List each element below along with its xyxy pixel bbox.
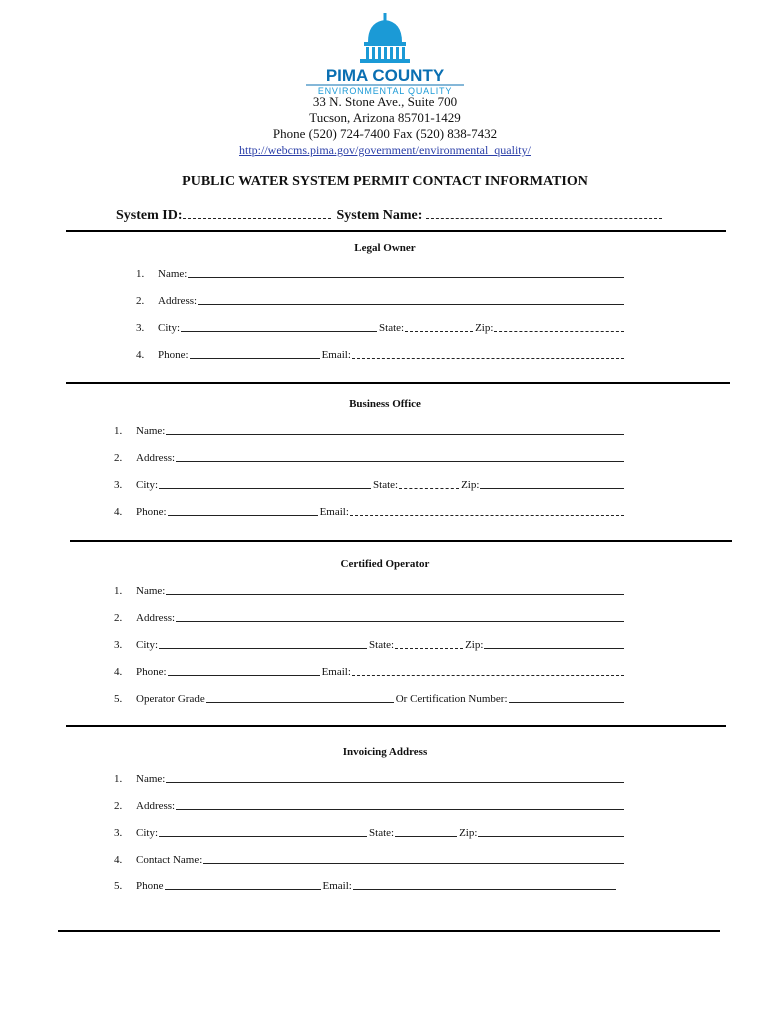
system-row: System ID: System Name:	[116, 206, 662, 224]
system-name-label: System Name	[336, 208, 418, 223]
legal-owner-address-row: 2. Address:	[136, 293, 626, 307]
legal-owner-phone-field[interactable]	[190, 348, 320, 359]
page-bottom-rule	[58, 930, 720, 932]
business-office-address-field[interactable]	[176, 451, 624, 462]
section-title-invoicing-address: Invoicing Address	[342, 746, 428, 758]
invoicing-state-field[interactable]	[395, 826, 457, 837]
legal-owner-name-field[interactable]	[188, 267, 624, 278]
business-office-address-row: 2. Address:	[114, 450, 626, 464]
certified-operator-address-row: 2. Address:	[114, 610, 626, 624]
certified-operator-phone-row: 4. Phone: Email:	[114, 664, 626, 678]
system-id-field[interactable]	[183, 206, 331, 219]
certified-operator-city-row: 3. City: State: Zip:	[114, 637, 626, 651]
invoicing-zip-field[interactable]	[478, 826, 624, 837]
invoicing-city-field[interactable]	[159, 826, 367, 837]
document-title: PUBLIC WATER SYSTEM PERMIT CONTACT INFORMATION	[182, 174, 588, 189]
invoicing-city-row: 3. City: State: Zip:	[114, 825, 626, 839]
pima-county-logo	[300, 8, 470, 96]
logo-name: PIMA COUNTY	[325, 66, 445, 85]
website-row	[0, 142, 770, 158]
legal-owner-phone-row: 4. Phone: Email:	[136, 347, 626, 361]
system-id-label: System ID:	[116, 208, 183, 223]
address-line-2: Tucson, Arizona 85701-1429	[309, 110, 461, 125]
capitol-dome-icon	[300, 8, 470, 96]
invoicing-contact-row: 4. Contact Name:	[114, 852, 626, 866]
invoicing-email-field[interactable]	[353, 879, 616, 890]
section-divider	[66, 725, 726, 727]
business-office-name-row: 1. Name:	[114, 423, 626, 437]
invoicing-name-field[interactable]	[166, 772, 624, 783]
business-office-city-row: 3. City: State: Zip:	[114, 477, 626, 491]
system-name-field[interactable]	[426, 206, 662, 219]
legal-owner-city-row: 3. City: State: Zip:	[136, 320, 626, 334]
section-divider	[70, 540, 732, 542]
certified-operator-grade-field[interactable]	[206, 692, 394, 703]
invoicing-contact-name-field[interactable]	[203, 853, 624, 864]
certified-operator-name-row: 1. Name:	[114, 583, 626, 597]
certified-operator-city-field[interactable]	[159, 638, 367, 649]
business-office-city-field[interactable]	[159, 478, 371, 489]
invoicing-name-row: 1. Name:	[114, 771, 626, 785]
business-office-phone-field[interactable]	[168, 505, 318, 516]
invoicing-phone-row: 5. Phone Email:	[114, 878, 618, 892]
certified-operator-state-field[interactable]	[395, 638, 463, 649]
legal-owner-city-field[interactable]	[181, 321, 377, 332]
phone-fax: Phone (520) 724-7400 Fax (520) 838-7432	[272, 126, 498, 141]
certified-operator-zip-field[interactable]	[484, 638, 624, 649]
section-title-legal-owner: Legal Owner	[354, 242, 416, 254]
business-office-zip-field[interactable]	[480, 478, 624, 489]
website-link[interactable]: http://webcms.pima.gov/government/environmental_quality/	[239, 143, 531, 157]
business-office-phone-row: 4. Phone: Email:	[114, 504, 626, 518]
certified-operator-cert-number-field[interactable]	[509, 692, 624, 703]
business-office-name-field[interactable]	[166, 424, 624, 435]
legal-owner-zip-field[interactable]	[494, 321, 624, 332]
certified-operator-address-field[interactable]	[176, 611, 624, 622]
certified-operator-email-field[interactable]	[352, 665, 624, 676]
legal-owner-email-field[interactable]	[352, 348, 624, 359]
invoicing-address-row: 2. Address:	[114, 798, 626, 812]
legal-owner-name-row: 1. Name:	[136, 266, 626, 280]
certified-operator-name-field[interactable]	[166, 584, 624, 595]
section-divider	[66, 382, 730, 384]
certified-operator-phone-field[interactable]	[168, 665, 320, 676]
business-office-email-field[interactable]	[350, 505, 624, 516]
legal-owner-address-field[interactable]	[198, 294, 624, 305]
invoicing-phone-field[interactable]	[165, 879, 321, 890]
legal-owner-state-field[interactable]	[405, 321, 473, 332]
certified-operator-grade-row: 5. Operator Grade Or Certification Number:	[114, 691, 626, 705]
section-divider	[66, 230, 726, 232]
invoicing-address-field[interactable]	[176, 799, 624, 810]
section-title-certified-operator: Certified Operator	[340, 558, 430, 570]
address-line-1: 33 N. Stone Ave., Suite 700	[312, 94, 458, 109]
business-office-state-field[interactable]	[399, 478, 459, 489]
section-title-business-office: Business Office	[349, 398, 421, 410]
logo-sub: ENVIRONMENTAL QUALITY	[317, 86, 453, 96]
